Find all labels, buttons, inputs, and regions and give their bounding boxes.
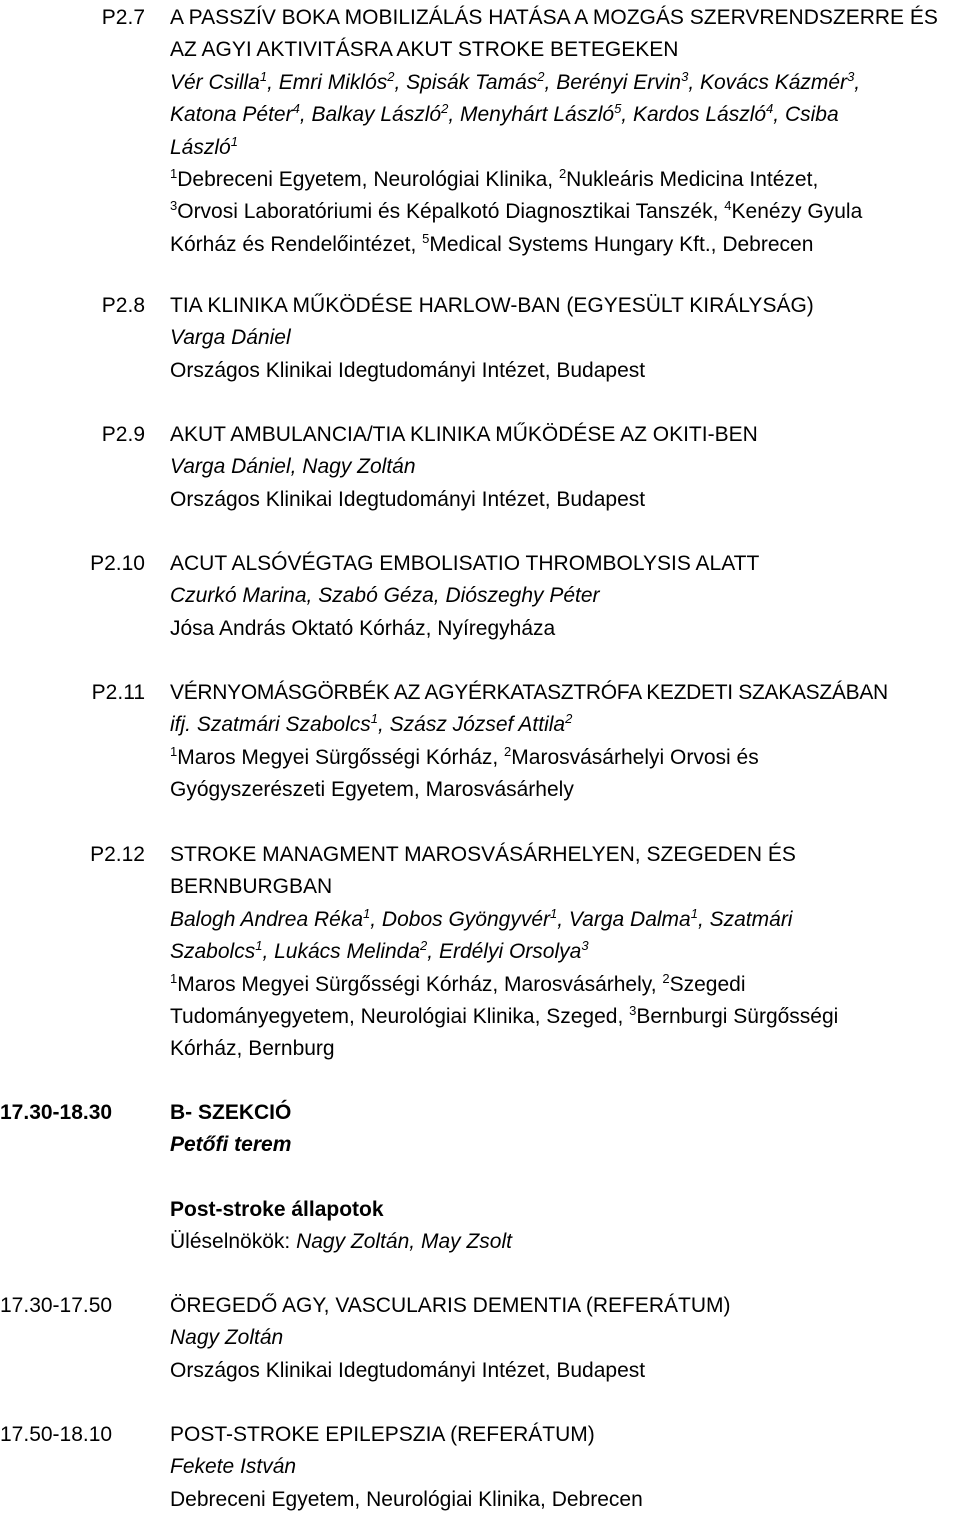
- abstract-authors: Balogh Andrea Réka$^1$, Dobos Gyöngyvér$^1$, Varga Dalma$^1$, Szatmári: [170, 905, 793, 931]
- abstract-code: P2.11: [91, 681, 145, 704]
- talk-title: POST-STROKE EPILEPSZIA (REFERÁTUM): [170, 1423, 595, 1446]
- section-topic: Post-stroke állapotok: [170, 1197, 384, 1221]
- abstract-body: [170, 839, 940, 1066]
- abstract-authors: Vér Csilla$^1$, Emri Miklós$^2$, Spisák Tamás$^2$, Berényi Ervin$^3$, Kovács Kázmér$^3$,: [170, 68, 861, 94]
- talk-time: 17.50-18.10: [0, 1423, 113, 1446]
- abstract-title: A PASSZÍV BOKA MOBILIZÁLÁS HATÁSA A MOZGÁS SZERVRENDSZERRE ÉS: [170, 6, 938, 29]
- abstract-title: ACUT ALSÓVÉGTAG EMBOLISATIO THROMBOLYSIS ALATT: [170, 552, 760, 575]
- abstract-affiliation: $^1$Maros Megyei Sürgősségi Kórház, Marosvásárhely, $^2$Szegedi: [170, 970, 746, 996]
- abstract-affiliation: $^1$Maros Megyei Sürgősségi Kórház, $^2$Marosvásárhelyi Orvosi és: [170, 743, 759, 769]
- abstract-affiliation: Kórház és Rendelőintézet, $^5$Medical Systems Hungary Kft., Debrecen: [170, 230, 814, 256]
- abstract-title: AKUT AMBULANCIA/TIA KLINIKA MŰKÖDÉSE AZ OKITI-BEN: [170, 423, 758, 446]
- abstract-affiliation: $^1$Debreceni Egyetem, Neurológiai Klinika, $^2$Nukleáris Medicina Intézet,: [170, 166, 819, 192]
- abstract-code: P2.10: [90, 552, 145, 575]
- talk-affiliation: Debreceni Egyetem, Neurológiai Klinika, Debrecen: [170, 1487, 643, 1511]
- abstract-authors: Czurkó Marina, Szabó Géza, Diószeghy Péter: [170, 584, 600, 608]
- abstract-code: P2.8: [101, 294, 145, 317]
- abstract-affiliation: Kórház, Bernburg: [170, 1037, 335, 1061]
- abstract-affiliation: Gyógyszerészeti Egyetem, Marosvásárhely: [170, 778, 574, 802]
- talk-time: 17.30-17.50: [0, 1294, 113, 1317]
- abstract-affiliation: Jósa András Oktató Kórház, Nyíregyháza: [170, 616, 556, 640]
- abstract-body: [170, 548, 940, 645]
- abstract-affiliation: $^3$Orvosi Laboratóriumi és Képalkotó Diagnosztikai Tanszék, $^4$Kenézy Gyula: [170, 198, 863, 224]
- abstract-title: AZ AGYI AKTIVITÁSRA AKUT STROKE BETEGEKEN: [170, 38, 679, 62]
- abstract-body: [170, 2, 940, 261]
- section-chairs: Üléselnökök: Nagy Zoltán, May Zsolt: [170, 1230, 512, 1254]
- section-room: Petőfi terem: [170, 1133, 292, 1157]
- section-time: 17.30-18.30: [0, 1101, 113, 1124]
- abstract-body: [170, 677, 940, 807]
- section-title: B- SZEKCIÓ: [170, 1101, 292, 1124]
- section-body: [170, 1097, 940, 1259]
- abstract-authors: Katona Péter$^4$, Balkay László$^2$, Menyhárt László$^5$, Kardos László$^4$, Csiba: [170, 101, 839, 127]
- abstract-affiliation: Országos Klinikai Idegtudományi Intézet, Budapest: [170, 487, 646, 511]
- abstract-title: BERNBURGBAN: [170, 875, 333, 899]
- abstract-authors: Varga Dániel: [170, 326, 291, 350]
- talk-body: [170, 1419, 940, 1516]
- talk-authors: Nagy Zoltán: [170, 1326, 284, 1350]
- talk-body: [170, 1290, 940, 1387]
- abstract-body: [170, 290, 940, 387]
- abstract-authors: Szabolcs$^1$, Lukács Melinda$^2$, Erdélyi Orsolya$^3$: [170, 938, 589, 964]
- abstract-code: P2.12: [90, 843, 145, 866]
- abstract-title: TIA KLINIKA MŰKÖDÉSE HARLOW-BAN (EGYESÜLT KIRÁLYSÁG): [170, 294, 814, 317]
- spacer: [170, 1162, 940, 1194]
- abstract-title: VÉRNYOMÁSGÖRBÉK AZ AGYÉRKATASZTRÓFA KEZDETI SZAKASZÁBAN: [170, 681, 888, 704]
- abstract-code: P2.9: [101, 423, 145, 446]
- abstract-authors: Varga Dániel, Nagy Zoltán: [170, 455, 416, 479]
- talk-affiliation: Országos Klinikai Idegtudományi Intézet, Budapest: [170, 1358, 646, 1382]
- abstract-authors: ifj. Szatmári Szabolcs$^1$, Szász József Attila$^2$: [170, 711, 573, 737]
- talk-title: ÖREGEDŐ AGY, VASCULARIS DEMENTIA (REFERÁTUM): [170, 1294, 731, 1317]
- abstract-affiliation: Tudományegyetem, Neurológiai Klinika, Szeged, $^3$Bernburgi Sürgősségi: [170, 1003, 839, 1029]
- abstract-affiliation: Országos Klinikai Idegtudományi Intézet, Budapest: [170, 358, 646, 382]
- abstract-title: STROKE MANAGMENT MAROSVÁSÁRHELYEN, SZEGEDEN ÉS: [170, 843, 796, 866]
- abstract-authors: László$^1$: [170, 133, 238, 159]
- abstract-body: [170, 419, 940, 516]
- abstract-code: P2.7: [101, 6, 145, 29]
- talk-authors: Fekete István: [170, 1455, 297, 1479]
